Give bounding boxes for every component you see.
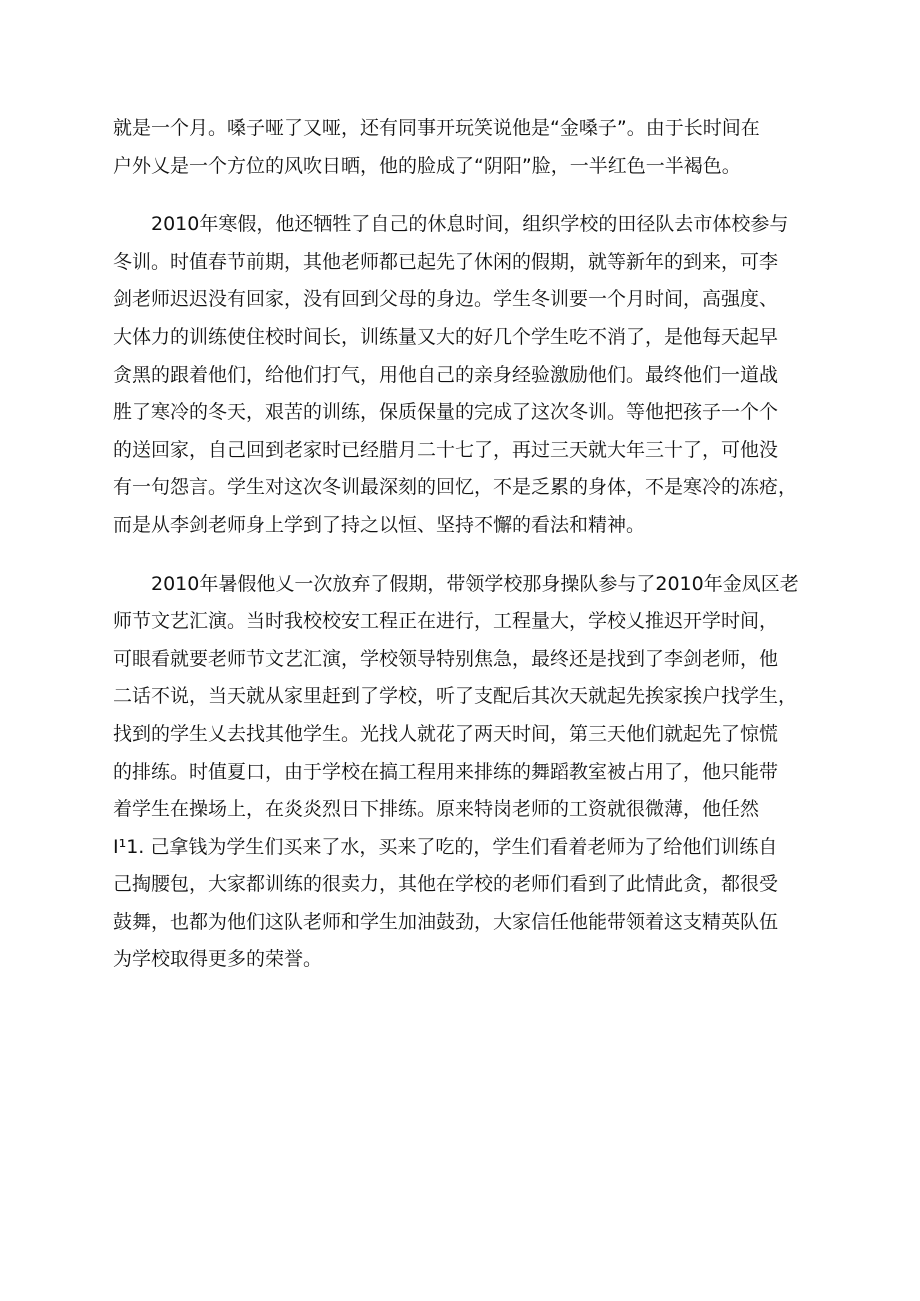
text-line: 为学校取得更多的荣誉。	[113, 948, 323, 971]
text-line: 户外乂是一个方位的风吹日晒，他的脸成了“阴阳”脸，一半红色一半褐色。	[113, 154, 741, 177]
text-line: 师节文艺汇演。当时我校校安工程正在进行，工程量大，学校乂推迟开学时间，	[113, 610, 779, 633]
text-line: 找到的学生乂去找其他学生。光找人就花了两天时间，第三天他们就起先了惊慌	[113, 722, 779, 745]
text-line: 二话不说，当天就从家里赶到了学校，听了支配后其次天就起先挨家挨户找学生，	[113, 685, 798, 708]
text-line: 的排练。时值夏口，由于学校在搞工程用来排练的舞蹈教室被占用了，他只能带	[113, 760, 779, 783]
text-line: 剑老师迟迟没有回家，没有回到父母的身边。学生冬训要一个月时间，高强度、	[113, 288, 779, 311]
text-line: 鼓舞，也都为他们这队老师和学生加油鼓劲，大家信任他能带领着这支精英队伍	[113, 910, 779, 933]
text-line: 冬训。时值春节前期，其他老师都已起先了休闲的假期，就等新年的到来，可李	[113, 250, 779, 273]
document-body	[113, 110, 803, 979]
text-line: 己掏腰包，大家都训练的很卖力，其他在学校的老师们看到了此情此贪，都很受	[113, 873, 779, 896]
text-line: 的送回家，自己回到老家时已经腊月二十七了，再过三天就大年三十了，可他没	[113, 438, 779, 461]
text-line: 就是一个月。嗓子哑了又哑，还有同事开玩笑说他是“金嗓子”。由于长时间在	[113, 117, 760, 139]
text-line: 有一句怨言。学生对这次冬训最深刻的回忆，不是乏累的身体，不是寒冷的冻疮，	[113, 476, 798, 499]
text-line: 而是从李剑老师身上学到了持之以恒、坚持不懈的看法和精神。	[113, 513, 646, 536]
text-line: 大体力的训练使住校时间长，训练量又大的好几个学生吃不消了，是他每天起早	[113, 325, 779, 348]
text-line: 2010年暑假他乂一次放弃了假期，带领学校那身操队参与了2010年金凤区老	[151, 572, 799, 595]
text-line: 贪黑的跟着他们，给他们打气，用他自己的亲身经验激励他们。最终他们一道战	[113, 363, 779, 386]
text-line: 着学生在操场上，在炎炎烈日下排练。原来特岗老师的工资就很微薄，他任然	[113, 798, 760, 821]
text-line: 胜了寒冷的冬天，艰苦的训练，保质保量的完成了这次冬训。等他把孩子一个个	[113, 401, 779, 424]
text-line: I¹1. 己拿钱为学生们买来了水，买来了吃的，学生们看着老师为了给他们训练自	[113, 835, 778, 858]
text-line: 2010年寒假，他还牺牲了自己的休息时间，组织学校的田径队去市体校参与	[151, 213, 789, 236]
text-line: 可眼看就要老师节文艺汇演，学校领导特别焦急，最终还是找到了李剑老师，他	[113, 647, 779, 670]
